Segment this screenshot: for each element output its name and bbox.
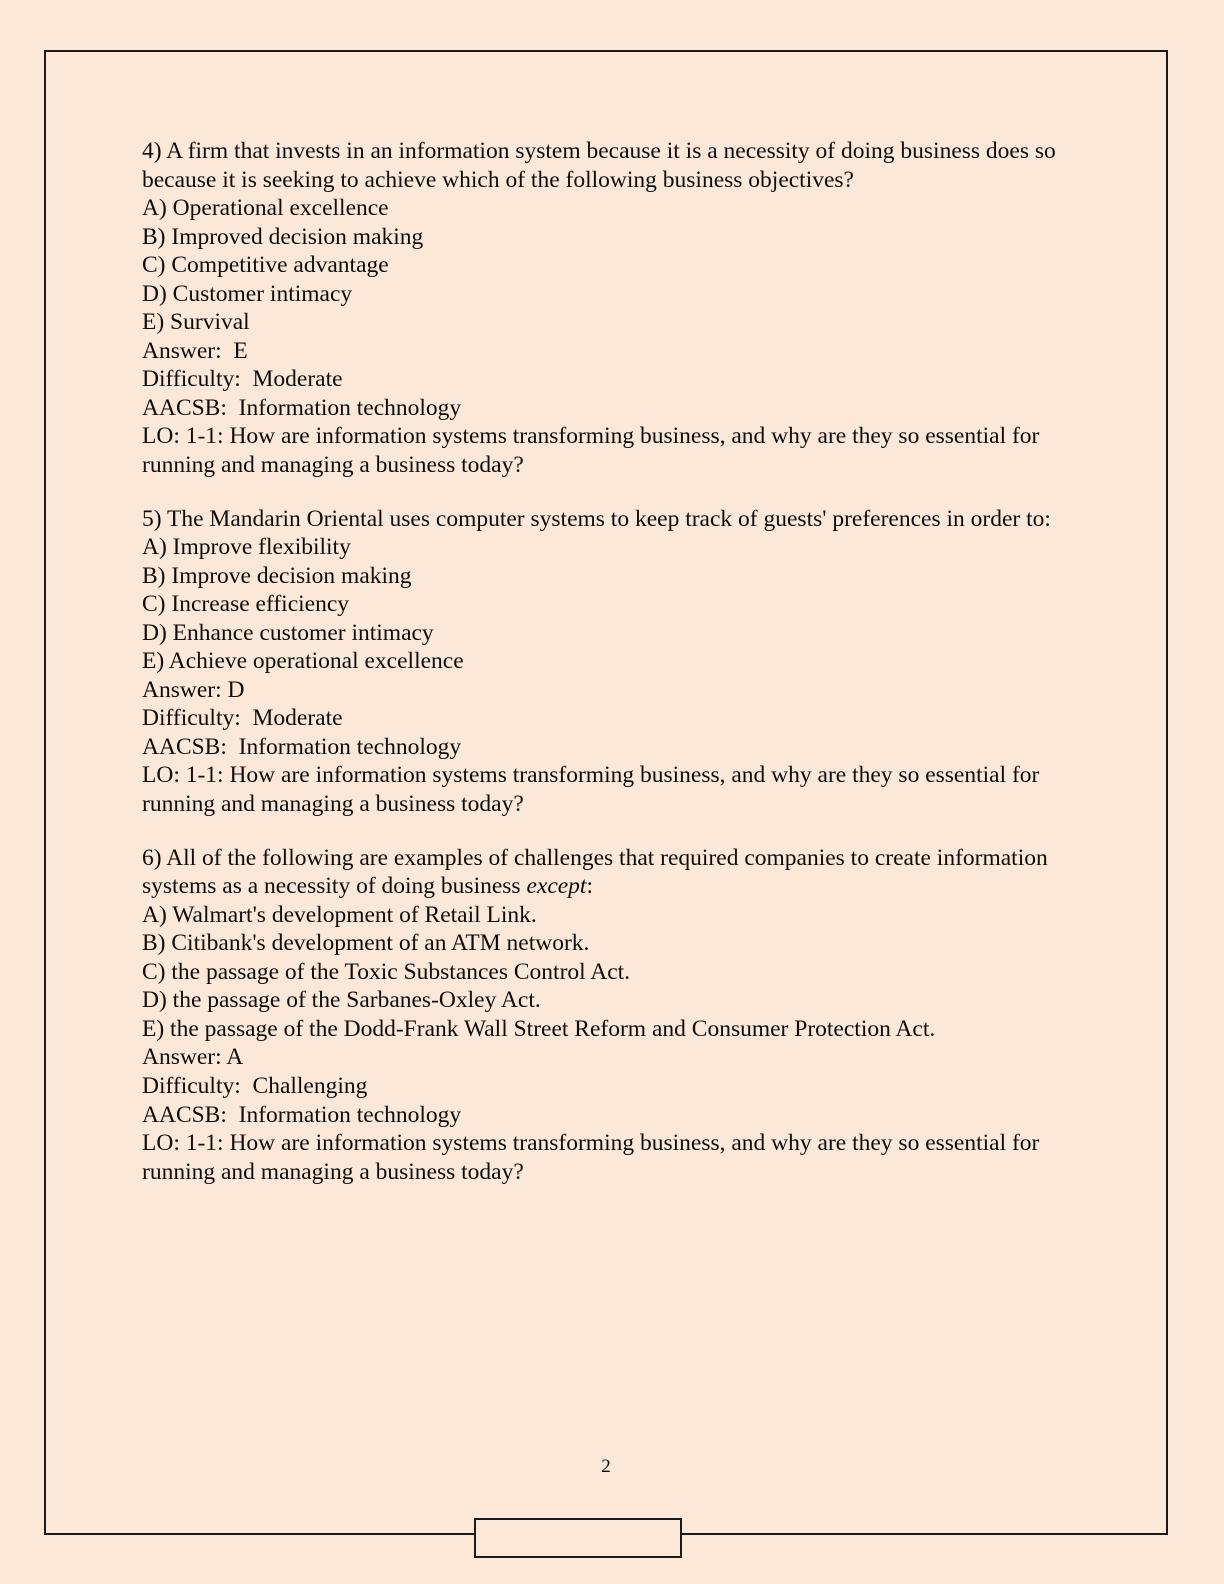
answer-key: Answer: A xyxy=(142,1044,244,1071)
answer-option: B) Citibank's development of an ATM network. xyxy=(142,930,590,957)
answer-option: B) Improve decision making xyxy=(142,562,412,589)
difficulty-label: Difficulty: Moderate xyxy=(142,366,343,393)
answer-key: Answer: D xyxy=(142,676,245,703)
answer-option: A) Operational excellence xyxy=(142,195,389,222)
answer-option: E) Survival xyxy=(142,309,250,336)
question-stem-text: systems as a necessity of doing business xyxy=(142,873,527,900)
aacsb-label: AACSB: Information technology xyxy=(142,733,462,760)
answer-option: D) the passage of the Sarbanes-Oxley Act. xyxy=(142,987,541,1014)
answer-option: D) Enhance customer intimacy xyxy=(142,619,434,646)
answer-key: Answer: E xyxy=(142,337,248,364)
question-block xyxy=(142,137,1111,480)
aacsb-label: AACSB: Information technology xyxy=(142,1101,462,1128)
learning-objective-line: running and managing a business today? xyxy=(142,452,524,479)
question-stem-line: 6) All of the following are examples of challenges that required companies to create information xyxy=(142,844,1048,871)
answer-option: D) Customer intimacy xyxy=(142,280,353,307)
answer-option: A) Walmart's development of Retail Link. xyxy=(142,901,537,928)
difficulty-label: Difficulty: Challenging xyxy=(142,1072,368,1099)
learning-objective-line: running and managing a business today? xyxy=(142,1158,524,1185)
aacsb-label: AACSB: Information technology xyxy=(142,394,462,421)
page-frame xyxy=(44,50,1168,1535)
learning-objective-line: running and managing a business today? xyxy=(142,791,524,818)
emphasis-except: except xyxy=(526,873,587,900)
footer-box xyxy=(474,1518,682,1558)
question-stem-line-with-emphasis xyxy=(142,872,1111,901)
question-stem-tail: : xyxy=(586,873,593,900)
difficulty-label: Difficulty: Moderate xyxy=(142,705,343,732)
learning-objective-line: LO: 1-1: How are information systems transforming business, and why are they so essential for xyxy=(142,423,1040,450)
answer-option: A) Improve flexibility xyxy=(142,534,351,561)
learning-objective-line: LO: 1-1: How are information systems transforming business, and why are they so essential for xyxy=(142,762,1040,789)
question-stem-line: 5) The Mandarin Oriental uses computer systems to keep track of guests' preferences in order to: xyxy=(142,505,1051,532)
answer-option: B) Improved decision making xyxy=(142,223,424,250)
answer-option: E) Achieve operational excellence xyxy=(142,648,464,675)
question-stem-line: because it is seeking to achieve which of the following business objectives? xyxy=(142,166,854,193)
document-content xyxy=(142,137,1111,1186)
question-block xyxy=(142,844,1111,1187)
answer-option: C) the passage of the Toxic Substances Control Act. xyxy=(142,958,631,985)
learning-objective-line: LO: 1-1: How are information systems transforming business, and why are they so essential for xyxy=(142,1130,1040,1157)
answer-option: C) Competitive advantage xyxy=(142,252,389,279)
page-number: 2 xyxy=(601,1456,611,1477)
question-block xyxy=(142,505,1111,819)
question-stem-line: 4) A firm that invests in an information system because it is a necessity of doing business does so xyxy=(142,138,1056,164)
answer-option: C) Increase efficiency xyxy=(142,591,350,618)
answer-option: E) the passage of the Dodd-Frank Wall Street Reform and Consumer Protection Act. xyxy=(142,1015,936,1042)
